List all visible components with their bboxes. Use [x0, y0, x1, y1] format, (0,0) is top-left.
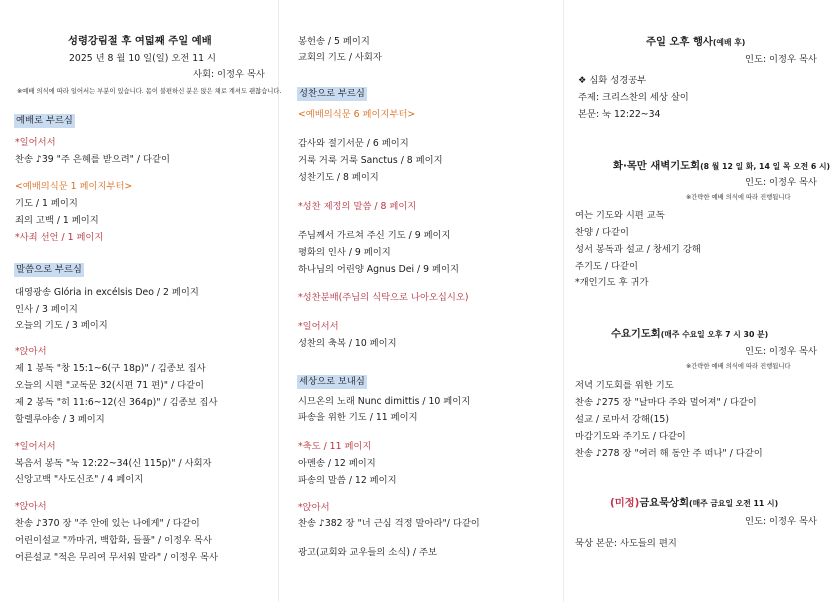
- section-word: 말씀으로 부르심: [16, 264, 82, 275]
- leader: 인도: 이정우 목사: [745, 54, 817, 65]
- rubric-stand: *일어서서: [15, 137, 56, 148]
- rubric-stand: *일어서서: [298, 321, 339, 332]
- communion-distribution: *성찬분배(주님의 식탁으로 나아오십시오): [298, 292, 469, 303]
- section-sending: 세상으로 보내심: [299, 376, 365, 387]
- wednesday-prayer-schedule: (매주 수요일 오후 7 시 30 분): [660, 330, 769, 339]
- weekly-events-column: [563, 0, 835, 602]
- bible-study-topic: 주제: 크리스찬의 세상 살이: [578, 92, 689, 103]
- communion-blessing: 성찬의 축복 / 10 페이지: [298, 338, 397, 349]
- wednesday-item: 설교 / 로마서 강해(15): [575, 414, 669, 425]
- gloria: 대영광송 Glória in excélsis Deo / 2 페이지: [15, 287, 199, 298]
- afternoon-events-title: 주일 오후 행사: [646, 36, 713, 48]
- afternoon-events-subtitle: (예배 후): [712, 38, 746, 47]
- preface: 감사와 절기서문 / 6 페이지: [298, 138, 409, 149]
- first-reading: 제 1 봉독 "창 15:1~6(구 18p)" / 김종보 집사: [15, 363, 206, 374]
- offertory: 봉헌송 / 5 페이지: [298, 36, 370, 47]
- sanctus: 거룩 거룩 거룩 Sanctus / 8 페이지: [298, 155, 443, 166]
- sending-prayer: 파송을 위한 기도 / 11 페이지: [298, 412, 418, 423]
- hymn-39: 찬송 ♪39 "주 은혜를 받으려" / 다같이: [15, 154, 170, 165]
- dawn-item: 주기도 / 다같이: [575, 261, 638, 272]
- standing-note: ※예배 의식에 따라 일어서는 부분이 있습니다. 몸이 불편하신 분은 앉은 채로 계셔도 괜찮습니다.: [17, 88, 282, 95]
- confession: 죄의 고백 / 1 페이지: [15, 215, 99, 226]
- wednesday-item: 찬송 ♪278 장 "여러 해 동안 주 떠나" / 다같이: [575, 448, 763, 459]
- collect: 오늘의 기도 / 3 페이지: [15, 320, 108, 331]
- wednesday-item: 마감기도와 주기도 / 다같이: [575, 431, 686, 442]
- leader: 인도: 이정우 목사: [745, 346, 817, 357]
- wednesday-item: 찬송 ♪275 장 "날마다 주와 멀어져" / 다같이: [575, 397, 757, 408]
- wednesday-item: 저녁 기도회를 위한 기도: [575, 380, 674, 391]
- opening-prayer: 기도 / 1 페이지: [15, 198, 78, 209]
- friday-meditation-title: 금요묵상회: [639, 497, 690, 509]
- eucharistic-prayer: 성찬기도 / 8 페이지: [298, 172, 379, 183]
- gospel-reading: 복음서 봉독 "눅 12:22~34(신 115p)" / 사회자: [15, 458, 212, 469]
- dismissal: 파송의 말씀 / 12 페이지: [298, 475, 397, 486]
- hymn-370: 찬송 ♪370 장 "주 안에 있는 나에게" / 다같이: [15, 518, 200, 529]
- dawn-prayer-schedule: (8 월 12 일 화, 14 일 목 오전 6 시): [700, 162, 831, 171]
- service-title: 성령강림절 후 여덟째 주일 예배: [68, 35, 212, 47]
- sharing-of-peace: 평화의 인사 / 9 페이지: [298, 247, 391, 258]
- alleluia: 할렐루야송 / 3 페이지: [15, 414, 105, 425]
- wednesday-prayer-title: 수요기도회: [611, 328, 661, 340]
- dawn-item: 찬양 / 다같이: [575, 227, 629, 238]
- wednesday-prayer-note: ※간략한 예배 의식에 따라 진행됩니다: [686, 363, 791, 370]
- benediction: *축도 / 11 페이지: [298, 441, 372, 452]
- creed: 신앙고백 "사도신조" / 4 페이지: [15, 474, 144, 485]
- adult-sermon: 어른설교 "적은 무리여 무서워 말라" / 이정우 목사: [15, 552, 219, 563]
- rubric-sit: *앉아서: [298, 502, 330, 513]
- dawn-prayer-note: ※간략한 예배 의식에 따라 진행됩니다: [686, 194, 791, 201]
- dawn-item: 성서 봉독과 설교 / 창세기 강해: [575, 244, 701, 255]
- rubric-stand: *일어서서: [15, 441, 56, 452]
- nunc-dimittis: 시므온의 노래 Nunc dimittis / 10 페이지: [298, 396, 471, 407]
- dawn-item: 여는 기도와 시편 교독: [575, 210, 665, 221]
- order-of-service-column-2: [278, 0, 563, 602]
- section-sacrament: 성찬으로 부르심: [299, 88, 365, 99]
- hymn-382: 찬송 ♪382 장 "너 근심 걱정 말아라"/ 다같이: [298, 518, 480, 529]
- bible-study-title: 심화 성경공부: [589, 75, 647, 86]
- prayers-of-church: 교회의 기도 / 사회자: [298, 52, 382, 63]
- second-reading: 제 2 봉독 "히 11:6~12(신 364p)" / 김종보 집사: [15, 397, 218, 408]
- childrens-sermon: 어린이설교 "까마귀, 백합화, 들풀" / 이정우 목사: [15, 535, 212, 546]
- leader: 인도: 이정우 목사: [745, 516, 817, 527]
- absolution: *사죄 선언 / 1 페이지: [15, 232, 104, 243]
- lords-prayer: 주님께서 가르쳐 주신 기도 / 9 페이지: [298, 230, 451, 241]
- liturgy-page-6: <예배의식문 6 페이지부터>: [298, 109, 416, 120]
- service-date: 2025 년 8 월 10 일(일) 오전 11 시: [69, 53, 216, 64]
- presider: 사회: 이정우 목사: [193, 69, 265, 80]
- words-of-institution: *성찬 제정의 말씀 / 8 페이지: [298, 201, 417, 212]
- dawn-item: *개인기도 후 귀가: [575, 277, 649, 288]
- greeting: 인사 / 3 페이지: [15, 304, 78, 315]
- rubric-sit: *앉아서: [15, 501, 47, 512]
- section-call-to-worship: 예배로 부르심: [16, 115, 73, 126]
- friday-meditation-text: 묵상 본문: 사도들의 편지: [575, 538, 677, 549]
- liturgy-page-1: <예배의식문 1 페이지부터>: [15, 181, 133, 192]
- friday-meditation-schedule: (매주 금요일 오전 11 시): [689, 499, 779, 508]
- order-of-service-column-1: [0, 0, 282, 602]
- friday-status-prefix: (미정): [610, 497, 640, 509]
- diamond-bullet-icon: ❖: [578, 75, 587, 86]
- dawn-prayer-title: 화·목만 새벽기도회: [613, 160, 701, 172]
- leader: 인도: 이정우 목사: [745, 177, 817, 188]
- psalm-reading: 오늘의 시편 "교독문 32(시편 71 편)" / 다같이: [15, 380, 205, 391]
- amen-song: 아멘송 / 12 페이지: [298, 458, 376, 469]
- rubric-sit: *앉아서: [15, 346, 47, 357]
- announcements: 광고(교회와 교우들의 소식) / 주보: [298, 547, 437, 558]
- bible-study-text: 본문: 눅 12:22~34: [578, 109, 661, 120]
- agnus-dei: 하나님의 어린양 Agnus Dei / 9 페이지: [298, 264, 459, 275]
